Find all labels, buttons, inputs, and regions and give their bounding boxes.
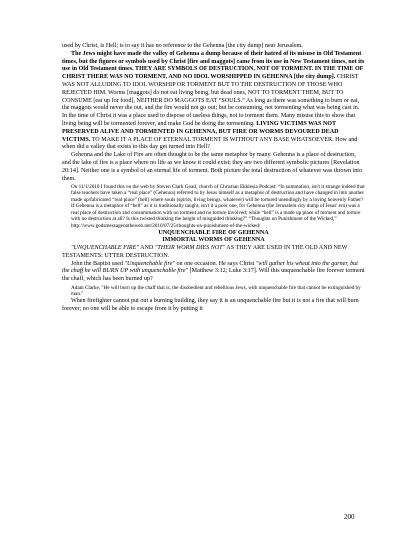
paragraph-firefighter: When firefighter cannot put out a burning building, they say it is an unquenchable fire but it is not a fire that will burn forever; no one will be able to escape from it by putting it: [62, 298, 359, 312]
italic-phrase: "UNQUENCHABLE FIRE": [71, 245, 139, 252]
paragraph-continuation: used by Christ, is Hell; is to say it has no reference to the Gehenna [the city dump] near Jerusalem.: [62, 43, 303, 49]
paragraph-text: AND: [138, 245, 155, 252]
paragraph-gehenna-dump: [62, 51, 365, 152]
italic-phrase: "Unquenchable fire": [124, 260, 175, 267]
section-heading-line-1: UNQUENCHABLE FIRE OF GEHENNA: [158, 229, 269, 236]
italic-quote: "will gather his wheat into the garner, but the chaff he will BURN UP with unquenchable fire": [62, 260, 358, 275]
paragraph-text: AS THEY ARE USED IN THE OLD AND NEW TESTAMENTS: UTTER DESTRUCTION.: [62, 245, 348, 259]
paragraph-john-the-baptist: [62, 261, 365, 284]
paragraph-text: [Matthew 3:12; Luke 3:17]. Will this unquenchable fire forever torment the chaff, which has been burned up?: [62, 268, 365, 283]
paragraph-utter-destruction: [62, 245, 365, 261]
bold-statement: LIVING VICTIMS WAS NOT PRESERVED ALIVE AND TORMENTED IN GEHENNA, BUT FIRE OR WORMS DEVOURED DEAD VICTIMS.: [62, 120, 339, 143]
bold-statement: The Jews might have made the valley of Gehenna a dump because of their hatred of its misuse in Old Testament times, but the figures or symbols used by Christ [fire and maggots] came from its use in New Testament times, not its use in Old Testament times. THEY ARE SYMBOLS OF DESTRUCTION, NOT OF TORMENT. IN THE TIME OF CHRIST THERE WAS NO TORMENT, AND NO IDOL WORSHIPPED IN GEHENNA [the city dump].: [62, 50, 365, 81]
page-number: 200: [344, 513, 355, 521]
italic-phrase: "THEIR WORM DIES NOT": [154, 245, 226, 252]
page-body: [62, 43, 365, 314]
paragraph-text: TO MAKE IT A PLACE OF ETERNAL TORMENT IS WITHOUT ANY BASE WHATSOEVER. How and when did a valley that exists to this day get turned into Hell?: [62, 136, 358, 151]
block-quote-goad: On 11/1/2010 I found this on the web by Steven Clark Goad, church of Christian Ekklesia Podcast: “In summation, isn't it strange indeed that false teachers have taken a “real place” (Gehenna) referred to by Jesus himself as a metaphor of destruction and have changed in into another made up/fabricated “real place” (hell) where souls (spirits, living beings, whatever) will be tortured unendingly by a loving heavenly Father? If Gehenna is a metaphor of “hell” as it is traditionally taught, isn't it a poor one, for Gehenna (the Jerusalem city dump of Jesus' era) was a real place of destruction and consummation with no torment and no torture involved; while “hell” is a made up place of torment and torture with no destruction at all? Is this twisted thinking the height of misguided thinking?” “Thoughts on Punishment of the Wicked,” http://www.godsmessageontheweb.net/2010/07/25/thoughts-on-punishment-of-the-wicked/: [71, 183, 365, 229]
block-quote-clarke: Adam Clarke, "He will burn up the chaff that is, the disobedient and rebellious Jews, with unquenchable fire that cannot be extinguished by man.": [71, 284, 361, 298]
paragraph-lake-of-fire: Gehenna and the Lake of Fire are often thought to be the same metaphor by many. Gehenna is a place of destruction, and the lake of fire is a place where no life as we know it could exist; they are two different symbolic pictures [Revelation 20:14]. Neither one is a symbol of an eternal life of torment. Both picture the total destruction of whatever was thrown into them.: [62, 152, 363, 182]
paragraph-text: John the Baptist used: [71, 260, 125, 267]
section-heading-line-2: IMMORTAL WORMS OF GEHENNA: [162, 237, 265, 244]
paragraph-text: on one occasion. He says Christ: [174, 260, 256, 267]
paragraph-text: CHRIST WAS NOT ALLUDING TO IDOL WORSHIP OR TORMENT BUT TO THE DESTRUCTION OF THOSE WHO REJECTED HIM. Worms [maggots] do not eat living being, but dead ones, NOT TO TORMENT THEM, BUT TO CONSUME [eat up for food], NEITHER DO MAGGOTS EAT “SOULS.” As long as there was something to burn or eat, the maggots would never die out, and the fire would not go out; but be consuming, not tormenting what was being cast in. In the time of Christ it was a place used to dispose of useless things, not to torment them. Many misuse this to show that living being will be tormented forever, and make God be doing the tormenting.: [62, 74, 360, 127]
